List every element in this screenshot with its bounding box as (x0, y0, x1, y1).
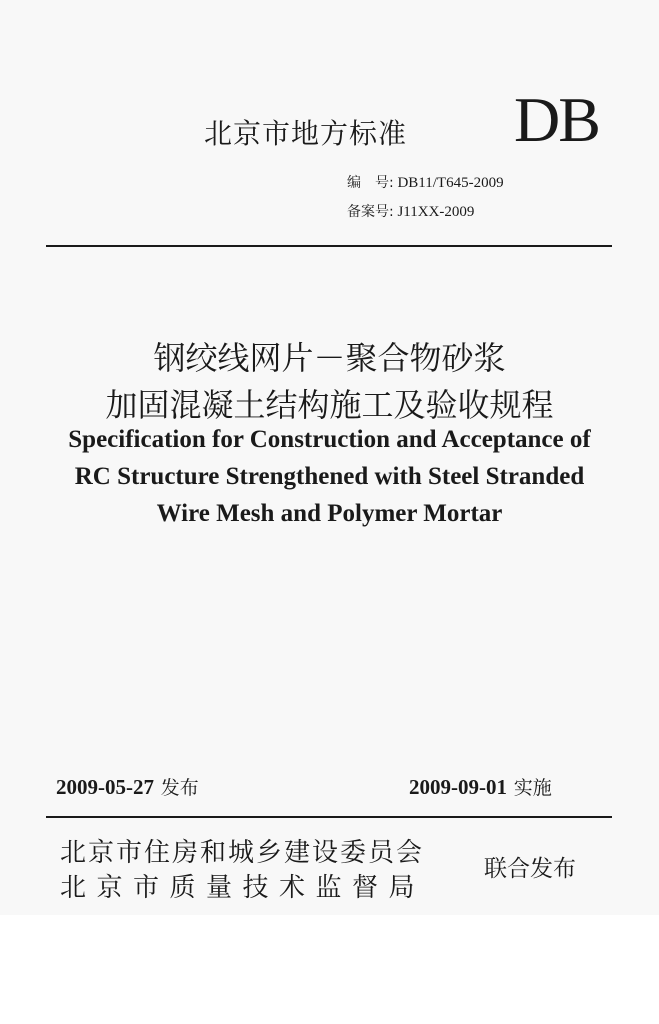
record-number-value: J11XX-2009 (397, 204, 475, 220)
joint-issue-label: 联合发布 (484, 856, 576, 882)
title-cn-line1: 钢绞线网片－聚合物砂浆 (153, 339, 506, 377)
issue-date: 2009-05-27 (56, 775, 154, 799)
record-number-row (347, 201, 474, 221)
title-en-line1: Specification for Construction and Acceptance of (68, 426, 591, 453)
implement-date-row (409, 773, 552, 800)
title-en-line3: Wire Mesh and Polymer Mortar (156, 500, 503, 527)
implement-label: 实施 (513, 777, 552, 799)
standard-code-value: DB11/T645-2009 (397, 175, 504, 191)
db-mark: DB (514, 84, 599, 155)
title-en-line2: RC Structure Strengthened with Steel Stranded (74, 463, 585, 490)
record-number-label: 备案号: (347, 204, 394, 220)
issuer-line1: 北京市住房和城乡建设委员会 (60, 838, 425, 868)
issue-date-row (56, 773, 199, 800)
top-divider (46, 245, 612, 247)
title-cn-line2: 加固混凝土结构施工及验收规程 (105, 386, 554, 424)
standard-code-label: 编 号: (347, 175, 394, 191)
bottom-divider (46, 816, 612, 818)
issue-label: 发布 (160, 777, 199, 799)
implement-date: 2009-09-01 (409, 775, 507, 799)
issuer-line2: 北京市质量技术监督局 (60, 873, 426, 903)
standard-type: 北京市地方标准 (204, 117, 408, 150)
standard-code-row (347, 172, 504, 192)
